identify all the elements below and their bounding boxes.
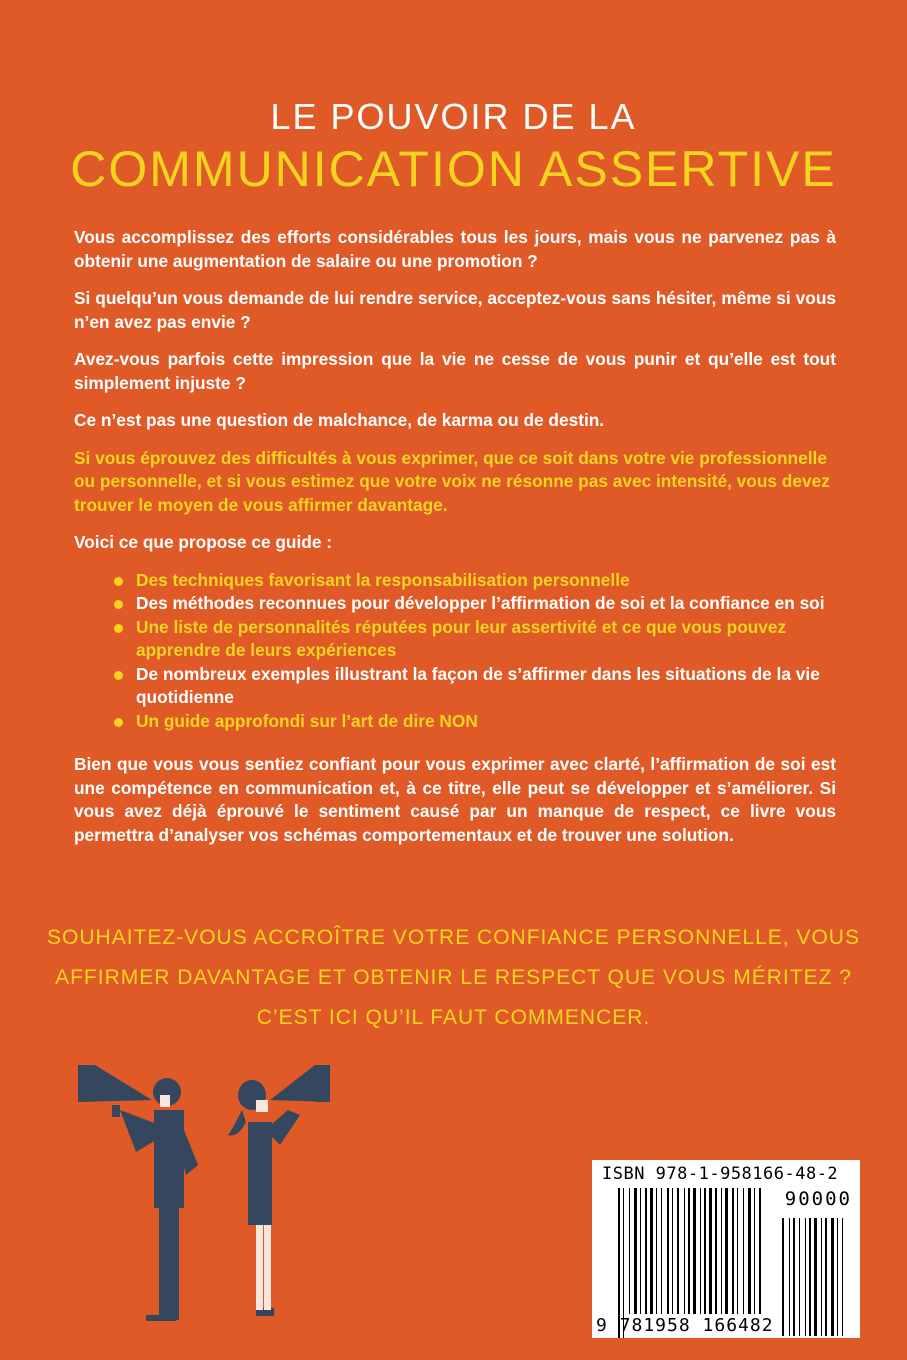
barcode-bar — [667, 1188, 669, 1314]
barcode-bar — [759, 1188, 761, 1314]
man-with-megaphone-icon — [78, 1065, 198, 1321]
bullet-list — [74, 569, 836, 734]
barcode-bar — [656, 1188, 657, 1314]
call-to-action — [40, 918, 867, 1038]
paragraph: Si quelqu’un vous demande de lui rendre service, acceptez-vous sans hésiter, même si vous n’en avez pas envie ? — [74, 288, 836, 332]
barcode-bar — [821, 1218, 822, 1336]
barcode-bar — [837, 1218, 838, 1336]
barcode-bar — [809, 1218, 811, 1336]
bullet-item: Une liste de personnalités réputées pour leur assertivité et ce que vous pouvez apprendre de leurs expériences — [114, 616, 836, 663]
barcode-bar — [709, 1188, 712, 1314]
barcode-bar — [732, 1188, 734, 1314]
paragraph: Vous accomplissez des efforts considérables tous les jours, mais vous ne parvenez pas à obtenir une augmentation de salaire ou une promotion ? — [74, 227, 836, 271]
barcode-bar — [672, 1188, 673, 1314]
paragraph: Avez-vous parfois cette impression que la vie ne cesse de vous punir et qu’elle est tout simplement injuste ? — [74, 349, 836, 393]
barcode-bar — [629, 1188, 630, 1314]
barcode-bar — [831, 1218, 834, 1336]
bullet-item: Des techniques favorisant la responsabilisation personnelle — [114, 569, 836, 593]
barcode-bar — [634, 1188, 637, 1314]
bullet-item: De nombreux exemples illustrant la façon de s’affirmer dans les situations de la vie quotidienne — [114, 663, 836, 710]
barcode-bar — [793, 1218, 795, 1336]
paragraph: Ce n’est pas une question de malchance, de karma ou de destin. — [74, 410, 605, 430]
barcode-bar — [640, 1188, 641, 1314]
barcode-bar — [684, 1188, 685, 1314]
cta-line: C’EST ICI QU’IL FAUT COMMENCER. — [256, 1006, 651, 1029]
bullet-item: Des méthodes reconnues pour développer l’affirmation de soi et la confiance en soi — [114, 592, 836, 616]
barcode-bar — [842, 1218, 843, 1336]
highlight-paragraph: Si vous éprouvez des difficultés à vous exprimer, que ce soit dans votre vie professionnelle ou personnelle, et si vous estimez que votre voix ne résonne pas avec intensité, vous devez trouver le moyen de vous affirmer davantage. — [74, 447, 830, 515]
barcode-bar — [650, 1188, 653, 1314]
barcode-bar — [645, 1188, 647, 1314]
cta-line: SOUHAITEZ-VOUS ACCROÎTRE VOTRE CONFIANCE PERSONNELLE, VOUS — [47, 926, 860, 949]
barcode-bar — [748, 1188, 751, 1314]
barcode-bar — [743, 1188, 744, 1314]
closing-paragraph: Bien que vous vous sentiez confiant pour vous exprimer avec clarté, l’affirmation de soi est une compétence en communication et, à ce titre, elle peut se développer et s’améliorer. Si vous avez déjà éprouvé le sentiment causé par un manque de respect, ce livre vous permettra d’analyser vos schémas comportementaux et de trouver une solution. — [74, 754, 836, 845]
back-cover-text — [74, 226, 836, 861]
barcode-bar — [704, 1188, 706, 1314]
title-line-1: LE POUVOIR DE LA — [270, 96, 637, 137]
barcode-bar — [715, 1188, 717, 1314]
megaphone-people-illustration — [60, 1050, 380, 1360]
barcode-bar — [700, 1188, 701, 1314]
barcode-bar — [754, 1188, 755, 1314]
barcode-bar — [805, 1218, 806, 1336]
barcode-bar — [825, 1218, 827, 1336]
guide-intro: Voici ce que propose ce guide : — [74, 532, 332, 552]
isbn-number: ISBN 978-1-958166-48-2 — [602, 1164, 839, 1184]
barcode-bar — [814, 1218, 817, 1336]
title-line-2: COMMUNICATION ASSERTIVE — [70, 141, 837, 197]
isbn-barcode — [592, 1160, 860, 1338]
cta-line: AFFIRMER DAVANTAGE ET OBTENIR LE RESPECT QUE VOUS MÉRITEZ ? — [55, 966, 852, 989]
barcode-bar — [725, 1188, 728, 1314]
woman-with-megaphone-icon — [228, 1065, 330, 1316]
barcode-bar — [799, 1218, 800, 1336]
barcode-bar — [688, 1188, 690, 1314]
barcode-bar — [693, 1188, 696, 1314]
bullet-item: Un guide approfondi sur l’art de dire NON — [114, 710, 836, 734]
barcode-bar — [677, 1188, 679, 1314]
barcode-bars — [592, 1160, 860, 1338]
price-code: 90000 — [784, 1188, 852, 1210]
barcode-bar — [721, 1188, 722, 1314]
barcode-bar — [782, 1218, 784, 1336]
barcode-bar — [661, 1188, 662, 1314]
ean-number: 9 781958 166482 — [596, 1315, 774, 1336]
barcode-bar — [789, 1218, 790, 1336]
barcode-bar — [737, 1188, 738, 1314]
